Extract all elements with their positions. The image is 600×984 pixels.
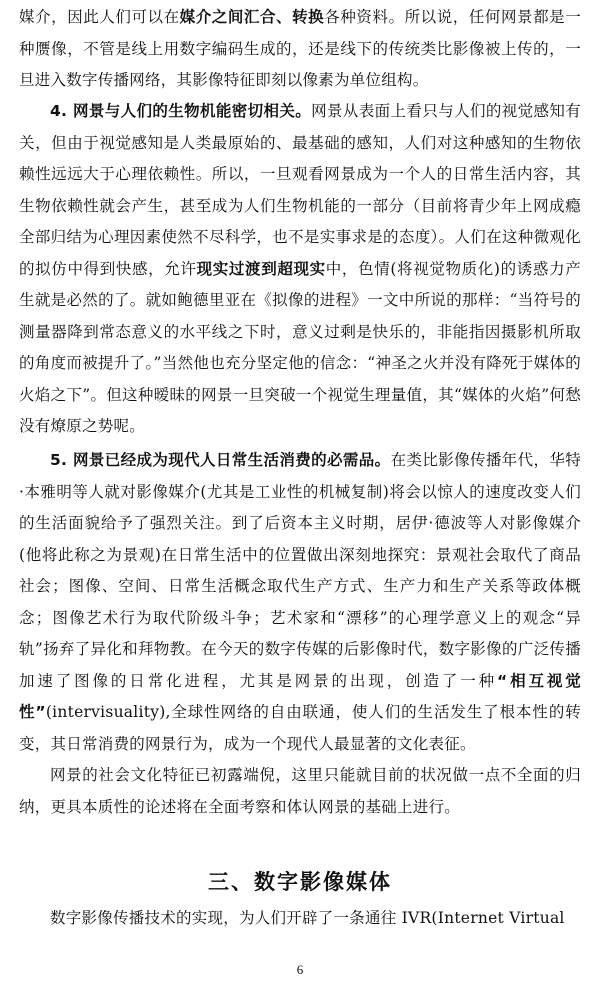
text-run: (intervisuality),全球性网络的自由联通，使人们的生活发生了根本性的转变，其日常消费的网景行为，成为一个现代人最显著的文化表征。 xyxy=(19,703,581,753)
text-run: 网景从表面上看只与人们的视觉感知有关，但由于视觉感知是人类最原始的、最基础的感知，人们对这种感知的生物依赖性远远大于心理依赖性。所以，一旦观看网景成为一个人的日常生活内容，其生物依赖性就会产生，甚至成为人们生物机能的一部分（目前将青少年上网成瘾全部归结为心理因素使然不尽科学，也不是实事求是的态度）。人们在这种微观化的拟仿中得到快感，允许 xyxy=(19,102,581,278)
emphasis-text: 现实过渡到超现实 xyxy=(196,259,326,278)
emphasis-text: “相互视觉性” xyxy=(19,671,581,721)
point-heading: 5. 网景已经成为现代人日常生活消费的必需品。 xyxy=(50,451,391,469)
text-run: 数字影像传播技术的实现，为人们开辟了一条通往 IVR(Internet Virtual xyxy=(50,909,565,927)
section-title: 三、数字影像媒体 xyxy=(208,870,392,894)
text-run: 媒介，因此人们可以在 xyxy=(19,8,180,26)
page-number: 6 xyxy=(296,962,304,977)
paragraph-point-5 xyxy=(19,445,581,760)
text-run: 网景的社会文化特征已初露端倪，这里只能就目前的状况做一点不全面的归纳，更具本质性的论述将在全面考察和体认网景的基础上进行。 xyxy=(19,766,581,816)
point-heading: 4. 网景与人们的生物机能密切相关。 xyxy=(50,102,312,120)
text-run: 中，色情(将视觉物质化)的诱惑力产生就是必然的了。就如鲍德里亚在《拟像的进程》一文中所说的那样：“当符号的测量器降到常态意义的水平线之下时，意义过剩是快乐的，非能指因摄影机所取的角度而被提升了。”当然他也充分坚定他的信念：“神圣之火并没有降死于媒体的火焰之下”。但这种暧昧的网景一旦突破一个视觉生理量值，其“媒体的火焰”何愁没有燎原之势呢。 xyxy=(19,259,581,435)
text-run: 各种资料。所以说，任何网景都是一种赝像，不管是线上用数字编码生成的，还是线下的传统类比影像被上传的，一旦进入数字传播网络，其影像特征即刻以像素为单位组构。 xyxy=(19,8,581,89)
text-run: 在类比影像传播年代，华特·本雅明等人就对影像媒介(尤其是工业性的机械复制)将会以惊人的速度改变人们的生活面貌给予了强烈关注。到了后资本主义时期，居伊·德波等人对影像媒介(他将此称之为景观)在日常生活中的位置做出深刻地探究：景观社会取代了商品社会；图像、空间、日常生活概念取代生产方式、生产力和生产关系等政体概念；图像艺术行为取代阶级斗争；艺术家和“漂移”的心理学意义上的观念“异轨”扬弃了异化和拜物教。在今天的数字传媒的后影像时代，数字影像的广泛传播加速了图像的日常化进程，尤其是网景的出现，创造了一种 xyxy=(19,451,581,690)
paragraph-section-intro xyxy=(19,903,581,935)
emphasis-text: 媒介之间汇合、转换 xyxy=(179,8,325,26)
paragraph-summary xyxy=(19,760,581,823)
paragraph-point-4 xyxy=(19,96,581,443)
paragraph-continuation xyxy=(19,2,581,97)
